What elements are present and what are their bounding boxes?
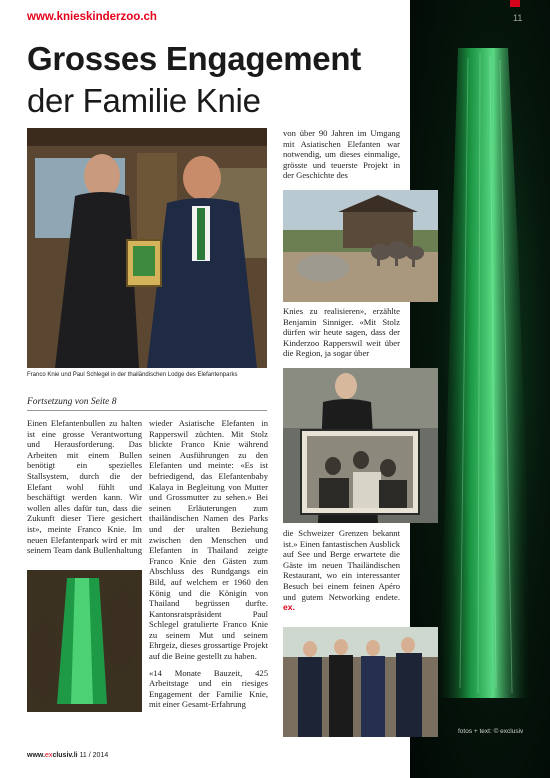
main-photo-caption: Franco Knie und Paul Schlegel in der thailändischen Lodge des Elefantenparks [27, 372, 238, 378]
column-3-top [283, 128, 400, 187]
column-3-middle [283, 306, 400, 365]
col1-paragraph: Einen Elefantenbullen zu halten ist eine grosse Verantwortung und Herausforderung. Das Arbeiten mit einem Bullen benötigt ein spezielles Stallsystem, durch die der Elefant wohl fühlt und beschäftigt werden kann. Wir wollen alles dafür tun, dass die Zukunft dieser Tiere gesichert ist», meinte Franco Knie. Im neuen Elefantenpark wird er mit seinem Team dank Bullenhaltung [27, 418, 142, 556]
footer-issue: 11 / 2014 [79, 752, 109, 759]
footer-www: www. [27, 752, 46, 759]
photo-credit: fotos + text: © exclusiv [458, 728, 524, 735]
end-mark: ex. [283, 602, 295, 613]
footer-clusiv: clusiv.li [52, 752, 78, 759]
col3-paragraph-top: von über 90 Jahren im Umgang mit Asiatischen Elefanten war notwendig, um dieses einmalige, grösste und teuerste Projekt in der Geschichte des [283, 128, 400, 181]
main-photo [27, 128, 267, 368]
site-url[interactable]: www.knieskinderzoo.ch [27, 11, 157, 23]
col3-paragraph-middle: Knies zu realisieren», erzählte Benjamin Sinniger. «Mit Stolz dürfen wir heute sagen, dass der Kinderzoo Rapperswil weit über die Region, ja sogar über [283, 306, 400, 359]
page-tab-marker [510, 0, 520, 7]
headline-line1: Grosses Engagement [27, 40, 361, 77]
continued-from: Fortsetzung von Seite 8 [27, 397, 117, 407]
column-1 [27, 418, 142, 562]
green-waterfall-image [438, 48, 530, 698]
col3-paragraph-bottom [283, 528, 400, 613]
footer-ex: ex [45, 752, 53, 759]
historic-photo [283, 368, 438, 523]
col3-bottom-text: die Schweizer Grenzen bekannt ist.» Einen fantastischen Ausblick auf See und Berge erwartete die Gäste im neuen Thailändischen Restaurant, wo ein interessanter Besuch bei einem feinen Apéro und gutem Networking endete. [283, 528, 400, 602]
column-3-bottom [283, 528, 400, 619]
waterfall-photo [27, 570, 142, 712]
headline-line2: der Familie Knie [27, 82, 261, 119]
col2-paragraph-2: «14 Monate Bauzeit, 425 Arbeitstage und ein riesiges Engagement der Familie Knie, mit einer Gesamt-Erfahrung [149, 667, 268, 710]
col2-paragraph-1: wieder Asiatische Elefanten in Rapperswil züchten. Mit Stolz blickte Franco Knie während seinen Ausführungen zu den Elefanten und meinte: «Es ist befriedigend, das Elefantenbaby Kalaya in Begleitung von Mutter und Grossmutter zu sehen.» Bei seinen Erläuterungen zum thailändischen Namen des Parks und der uralten Beziehung zwischen den Menschen und Elefanten in Thailand zeigte Franco Knie den Gästen zum Abschluss des Rundgangs ein Bild, auf welchem er 1960 den König und die Königin von Thailand begrüssen durfte. Kantonsratspräsident Paul Schlegel gratulierte Franco Knie zu seinem Mut und seinem Ehrgeiz, dieses grossartige Projekt auf die Beine gestellt zu haben. [149, 418, 268, 662]
elephant-park-photo [283, 190, 438, 302]
column-2 [149, 418, 268, 716]
divider-rule [27, 410, 267, 411]
footer-publication [27, 752, 108, 759]
page-number: 11 [513, 13, 523, 23]
group-photo [283, 627, 438, 737]
